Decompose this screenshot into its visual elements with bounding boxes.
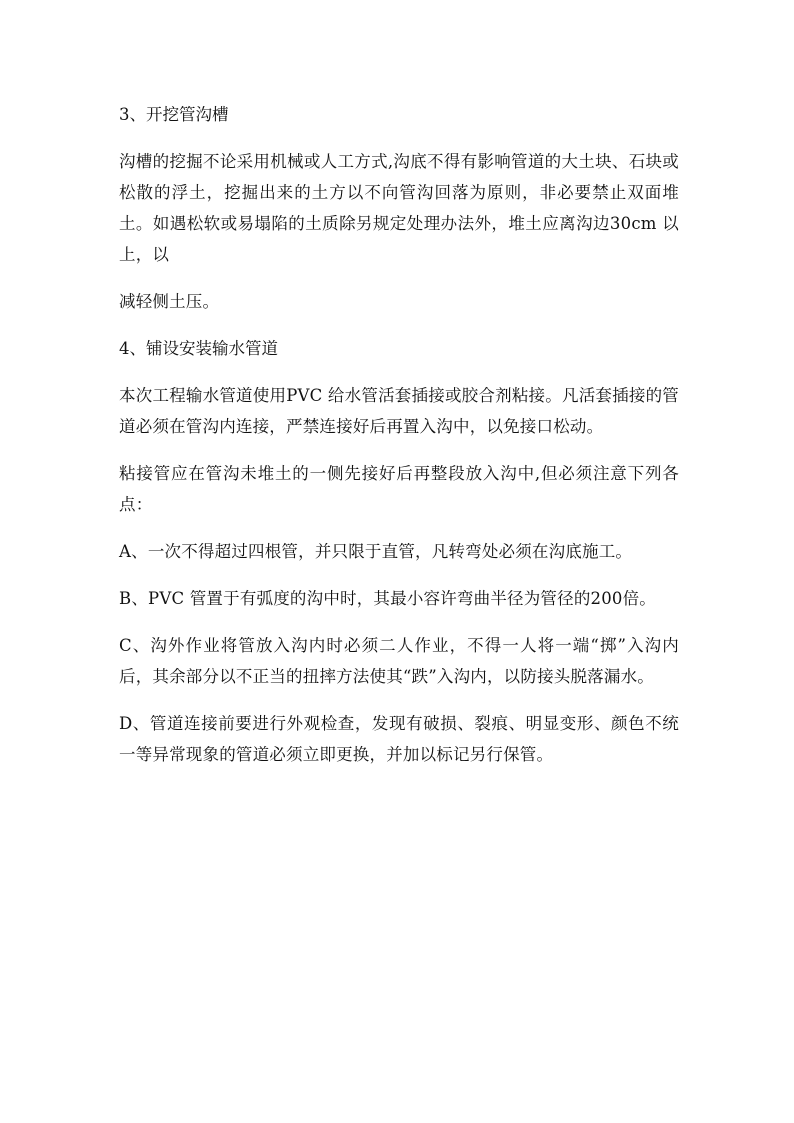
paragraph-pipe-material: 本次工程输水管道使用PVC 给水管活套插接或胶合剂粘接。凡活套插接的管道必须在管沟内连接，严禁连接好后再置入沟中，以免接口松动。 [119,386,679,436]
paragraph-glued-pipe-notes: 粘接管应在管沟未堆土的一侧先接好后再整段放入沟中,但必须注意下列各点： [119,464,679,514]
list-item-d: D、管道连接前要进行外观检查，发现有破损、裂痕、明显变形、颜色不统一等异常现象的管道必须立即更换，并加以标记另行保管。 [119,714,679,764]
section-heading-4: 4、铺设安装输水管道 [119,339,278,358]
list-item-c: C、沟外作业将管放入沟内时必须二人作业，不得一人将一端“掷”入沟内后，其余部分以不正当的扭摔方法使其“跌”入沟内，以防接头脱落漏水。 [119,636,679,686]
list-item-b: B、PVC 管置于有弧度的沟中时，其最小容许弯曲半径为管径的200倍。 [119,589,657,608]
paragraph-reduce-pressure: 减轻侧土压。 [119,292,220,311]
section-heading-3: 3、开挖管沟槽 [119,105,229,124]
paragraph-trench-excavation: 沟槽的挖掘不论采用机械或人工方式,沟底不得有影响管道的大土块、石块或松散的浮土，挖掘出来的土方以不向管沟回落为原则，非必要禁止双面堆土。如遇松软或易塌陷的土质除另规定处理办法外，堆土应离沟边30cm 以上，以 [119,152,679,264]
document-body [119,99,679,770]
list-item-a: A、一次不得超过四根管，并只限于直管，凡转弯处必须在沟底施工。 [119,542,633,561]
